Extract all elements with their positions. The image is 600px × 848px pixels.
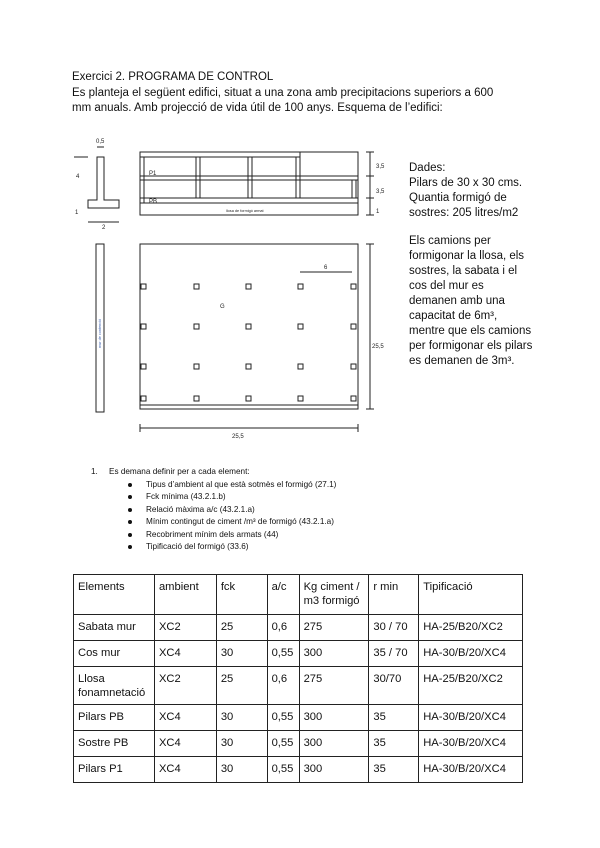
list-item: Relació màxima a/c (43.2.1.a): [128, 504, 336, 516]
table-row: [74, 757, 523, 783]
table-cell: 300: [299, 731, 369, 757]
list-item: Tipus d’ambient al que està sotmès el formigó (27.1): [128, 479, 336, 491]
list-item: Recobriment mínim dels armats (44): [128, 529, 336, 541]
table-row: [74, 705, 523, 731]
table-cell: HA-30/B/20/XC4: [419, 757, 523, 783]
table-cell: Sabata mur: [74, 615, 155, 641]
table-cell: 35: [369, 731, 419, 757]
task-heading: [91, 467, 250, 476]
table-cell: 0,55: [267, 641, 299, 667]
table-cell: 300: [299, 641, 369, 667]
data-concrete-quantity: Quantia formigó de sostres: 205 litres/m2: [409, 192, 519, 219]
task-text: Es demana definir per a cada element:: [109, 467, 250, 476]
table-header-row: [74, 575, 523, 615]
wall-top-dim: 0,5: [96, 139, 105, 145]
data-label: Dades:: [409, 162, 446, 174]
table-cell: 30: [216, 705, 267, 731]
table-cell: XC2: [154, 615, 216, 641]
plan-spacing-dim: 6: [324, 265, 328, 271]
height-mid-dim: 3,5: [376, 189, 385, 195]
table-cell: 275: [299, 615, 369, 641]
table-cell: Sostre PB: [74, 731, 155, 757]
table-cell: HA-30/B/20/XC4: [419, 705, 523, 731]
list-item: Fck mínima (43.2.1.b): [128, 491, 336, 503]
table-cell: XC4: [154, 757, 216, 783]
table-cell: HA-30/B/20/XC4: [419, 641, 523, 667]
table-cell: 35: [369, 705, 419, 731]
table-row: [74, 731, 523, 757]
slab-label: llosa de formigó armat: [226, 209, 264, 213]
intro-paragraph: Es planteja el següent edifici, situat a una zona amb precipitacions superiors a 600 mm anuals. Amb projecció de vida útil de 100 anys. Esquema de l’edifici:: [72, 87, 494, 114]
table-cell: XC4: [154, 705, 216, 731]
table-cell: Pilars PB: [74, 705, 155, 731]
table-cell: Llosa fonamnetació: [74, 667, 155, 705]
table-cell: 0,6: [267, 615, 299, 641]
table-cell: 25: [216, 615, 267, 641]
wall-height-dim: 4: [76, 174, 80, 180]
task-list: [128, 479, 336, 553]
table-cell: XC2: [154, 667, 216, 705]
height-top-dim: 3,5: [376, 164, 385, 170]
plan-depth-dim: 25,5: [372, 344, 384, 350]
list-item: Tipificació del formigó (33.6): [128, 541, 336, 553]
table-cell: 0,55: [267, 757, 299, 783]
table-cell: 35 / 70: [369, 641, 419, 667]
header-rmin: r min: [369, 575, 419, 615]
table-cell: 30/70: [369, 667, 419, 705]
level-p1: P1: [149, 171, 157, 177]
table-cell: 30: [216, 731, 267, 757]
header-ambient: ambient: [154, 575, 216, 615]
level-pb: PB: [149, 199, 158, 205]
table-row: [74, 615, 523, 641]
table-cell: HA-25/B20/XC2: [419, 667, 523, 705]
exercise-title: Exercici 2. PROGRAMA DE CONTROL: [72, 71, 274, 83]
table-cell: 30: [216, 641, 267, 667]
table-cell: XC4: [154, 731, 216, 757]
table-cell: 35: [369, 757, 419, 783]
table-cell: HA-30/B/20/XC4: [419, 731, 523, 757]
elevation-frame: [140, 152, 358, 215]
table-row: [74, 667, 523, 705]
table-cell: 30 / 70: [369, 615, 419, 641]
wall-plan-label: mur de contenció: [98, 318, 102, 348]
table-cell: 30: [216, 757, 267, 783]
plan-width-dim: 25,5: [232, 434, 244, 440]
table-cell: 300: [299, 705, 369, 731]
table-row: [74, 641, 523, 667]
wall-foot-dim: 1: [75, 210, 79, 216]
table-cell: 0,55: [267, 705, 299, 731]
table-cell: 0,6: [267, 667, 299, 705]
header-elements: Elements: [74, 575, 155, 615]
control-program-table: [73, 574, 523, 783]
task-number: 1.: [91, 467, 98, 476]
list-item: Mínim contingut de ciment /m³ de formigó (43.2.1.a): [128, 516, 336, 528]
plan-center-mark: G: [220, 304, 225, 310]
table-cell: 300: [299, 757, 369, 783]
header-fck: fck: [216, 575, 267, 615]
wall-base-dim: 2: [102, 225, 106, 231]
table-cell: Pilars P1: [74, 757, 155, 783]
header-ac: a/c: [267, 575, 299, 615]
table-cell: 25: [216, 667, 267, 705]
table-cell: 0,55: [267, 731, 299, 757]
wall-section: [88, 157, 119, 208]
header-cement: Kg ciment / m3 formigó: [299, 575, 369, 615]
header-tipificacio: Tipificació: [419, 575, 523, 615]
table-cell: HA-25/B20/XC2: [419, 615, 523, 641]
table-cell: 275: [299, 667, 369, 705]
trucks-paragraph: Els camions per formigonar la llosa, els sostres, la sabata i el cos del mur es demanen amb una capacitat de 6m³, mentre que els camions per formigonar els pilars es demanen de 3m³.: [409, 235, 533, 367]
height-base-dim: 1: [376, 209, 380, 215]
data-pillars: Pilars de 30 x 30 cms.: [409, 177, 523, 189]
table-cell: Cos mur: [74, 641, 155, 667]
table-cell: XC4: [154, 641, 216, 667]
data-block: [409, 161, 534, 221]
